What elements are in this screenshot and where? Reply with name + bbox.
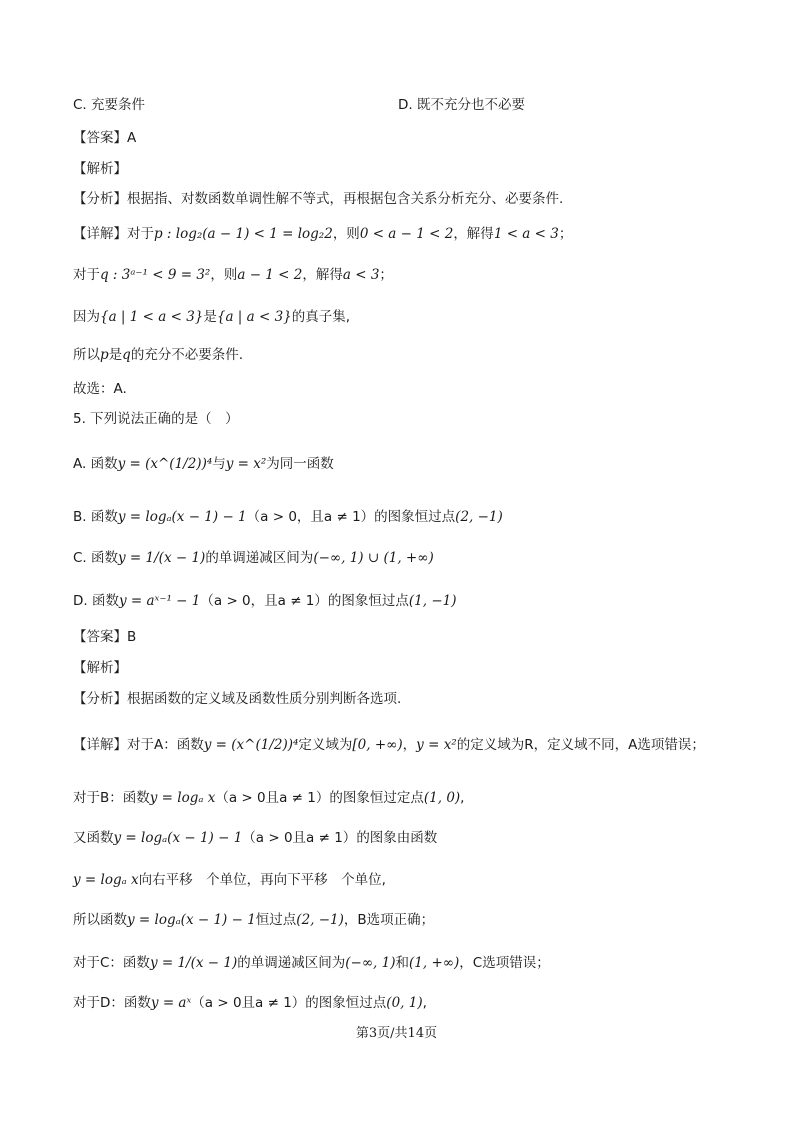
q5-c-interval: (−∞, 1) ∪ (1, +∞): [313, 550, 434, 566]
q4-so-prefix: 所以: [73, 347, 100, 363]
q4-analysis-header: 【解析】: [73, 161, 127, 177]
q5-b-cond: （a > 0，且a ≠ 1）: [246, 509, 375, 525]
q4-detail-math2: 0 < a − 1 < 2: [359, 226, 454, 242]
q5-a-math2: y = x²: [225, 456, 267, 472]
q5-d-label: D. 函数: [73, 593, 119, 609]
q4-because-set1: {a | 1 < a < 3}: [100, 309, 204, 325]
q5-b-label: B. 函数: [73, 509, 118, 525]
q4-option-d: D. 既不充分也不必要: [398, 97, 525, 113]
q5-sol-c-prefix: 对于C：函数: [73, 955, 150, 971]
q5-answer: 【答案】B: [73, 629, 137, 645]
q5-sol-c-and: 和: [395, 955, 409, 971]
q5-sol-c-int1: (−∞, 1): [345, 955, 396, 971]
q5-analysis: 【分析】根据函数的定义域及函数性质分别判断各选项.: [73, 691, 402, 707]
q4-q-math: q : 3ᵃ⁻¹ < 9 = 3²: [100, 267, 211, 283]
q4-so-mid: 是: [108, 347, 123, 363]
q5-sol-b2-cond: （a > 0且a ≠ 1）: [242, 830, 357, 846]
q4-so-line: [73, 347, 243, 363]
q4-analysis: 【分析】根据指、对数函数单调性解不等式，再根据包含关系分析充分、必要条件.: [73, 191, 564, 207]
q5-sol-d-end: ,: [422, 995, 427, 1011]
q4-q-then: ，则: [210, 267, 238, 283]
q4-because-is: 是: [203, 309, 217, 325]
q5-sol-b-point: (1, 0): [423, 790, 461, 806]
q5-d-end: 的图象恒过点: [327, 593, 409, 609]
q5-analysis-header: 【解析】: [73, 660, 127, 676]
q5-sol-b-prefix: 对于B：函数: [73, 790, 150, 806]
page-footer: 第3页/共14页: [355, 1026, 438, 1041]
q5-b-math: y = logₐ(x − 1) − 1: [117, 509, 247, 525]
q5-stem: 5. 下列说法正确的是（ ）: [73, 411, 239, 427]
q4-detail-end: ；: [558, 226, 573, 242]
q5-sol-b-math: y = logₐ x: [149, 790, 216, 806]
q5-sol-a-math2: y = x²: [416, 737, 457, 753]
q5-sol-b-mid: 的图象恒过定点: [329, 790, 424, 806]
q5-detail-b: [73, 790, 464, 806]
q5-option-b: [73, 509, 503, 525]
q4-choose: 故选：A.: [73, 381, 127, 397]
q4-so-p: p: [100, 347, 109, 363]
q5-sol-c-end: ，C选项错误；: [459, 955, 550, 971]
q4-detail-math3: 1 < a < 3: [493, 226, 559, 242]
q4-so-q: q: [122, 347, 131, 363]
q5-detail-a: [73, 737, 705, 753]
q5-sol-b2-prefix: 又函数: [73, 830, 114, 846]
q4-detail-line: [73, 226, 572, 242]
q5-sol-a-sep: ，: [402, 737, 417, 753]
q5-sol-b-cond: （a > 0且a ≠ 1）: [215, 790, 330, 806]
q5-d-point: (1, −1): [408, 593, 457, 609]
q5-option-d: [73, 593, 457, 609]
q5-a-with: 与: [212, 456, 226, 472]
q5-c-mid: 的单调递减区间为: [205, 550, 314, 566]
q4-because-end: 的真子集,: [291, 309, 351, 325]
q5-c-label: C. 函数: [73, 550, 119, 566]
q5-sol-c-math: y = 1/(x − 1): [149, 955, 238, 971]
q5-option-c: [73, 550, 434, 566]
q5-sol-b2-end: 的图象由函数: [356, 830, 438, 846]
q5-detail-b4: [73, 912, 434, 928]
q5-a-math1: y = (x^(1/2))⁴: [117, 456, 213, 472]
q4-so-end: 的充分不必要条件.: [130, 347, 244, 363]
q4-q-end: ；: [379, 267, 393, 283]
q4-q-line: [73, 267, 393, 283]
q5-sol-a-mid: 定义域为: [298, 737, 353, 753]
q5-sol-b-end: ,: [460, 790, 465, 806]
q5-sol-b4-mid: 恒过点: [255, 912, 297, 928]
q5-option-a: [73, 456, 334, 472]
q5-detail-b3: [73, 872, 386, 888]
q4-detail-prefix: 【详解】对于: [73, 226, 154, 242]
q5-sol-b4-math: y = logₐ(x − 1) − 1: [127, 912, 256, 928]
q5-sol-d-mid: 的图象恒过点: [305, 995, 387, 1011]
q5-sol-b3-math: y = logₐ x: [73, 872, 139, 888]
q5-sol-d-prefix: 对于D：函数: [73, 995, 151, 1011]
q5-sol-b3-text: 向右平移 个单位，再向下平移 个单位,: [138, 872, 386, 888]
q5-c-math: y = 1/(x − 1): [118, 550, 206, 566]
q5-sol-d-cond: （a > 0且a ≠ 1）: [191, 995, 306, 1011]
q5-sol-b4-prefix: 所以函数: [73, 912, 127, 928]
q5-sol-c-int2: (1, +∞): [409, 955, 460, 971]
q5-sol-a-math: y = (x^(1/2))⁴: [203, 737, 299, 753]
q4-detail-sol: ，解得: [453, 226, 494, 242]
q5-d-math: y = aˣ⁻¹ − 1: [118, 593, 201, 609]
q5-b-point: (2, −1): [455, 509, 503, 525]
q4-answer: 【答案】A: [73, 130, 137, 146]
q5-sol-a-prefix: 【详解】对于A：函数: [73, 737, 204, 753]
q5-sol-c-mid: 的单调递减区间为: [237, 955, 346, 971]
q4-q-math2: a − 1 < 2: [237, 267, 303, 283]
q4-detail-math: p : log₂(a − 1) < 1 = log₂2: [154, 226, 333, 242]
q4-option-c: C. 充要条件: [73, 97, 146, 113]
q5-sol-b4-point: (2, −1): [296, 912, 344, 928]
q5-detail-c: [73, 955, 550, 971]
q5-a-end: 为同一函数: [266, 456, 334, 472]
q4-because: 因为: [73, 309, 100, 325]
q5-sol-d-point: (0, 1): [386, 995, 423, 1011]
q5-sol-d-math: y = aˣ: [150, 995, 192, 1011]
q4-because-line: [73, 309, 350, 325]
q4-q-sol: ，解得: [302, 267, 343, 283]
q4-detail-then: ，则: [332, 226, 360, 242]
q5-sol-a-end: 的定义域为R，定义域不同，A选项错误；: [456, 737, 705, 753]
q5-detail-d: [73, 995, 427, 1011]
q5-sol-b2-math: y = logₐ(x − 1) − 1: [113, 830, 243, 846]
q5-a-label: A. 函数: [73, 456, 118, 472]
q4-because-set2: {a | a < 3}: [216, 309, 292, 325]
q5-d-cond: （a > 0，且a ≠ 1）: [200, 593, 328, 609]
q5-sol-b4-end: ，B选项正确；: [343, 912, 435, 928]
q5-detail-b2: [73, 830, 437, 846]
q5-sol-a-domain: [0, +∞): [352, 737, 403, 753]
q5-b-end: 的图象恒过点: [374, 509, 456, 525]
q4-q-math3: a < 3: [342, 267, 380, 283]
q4-q-prefix: 对于: [73, 267, 100, 283]
